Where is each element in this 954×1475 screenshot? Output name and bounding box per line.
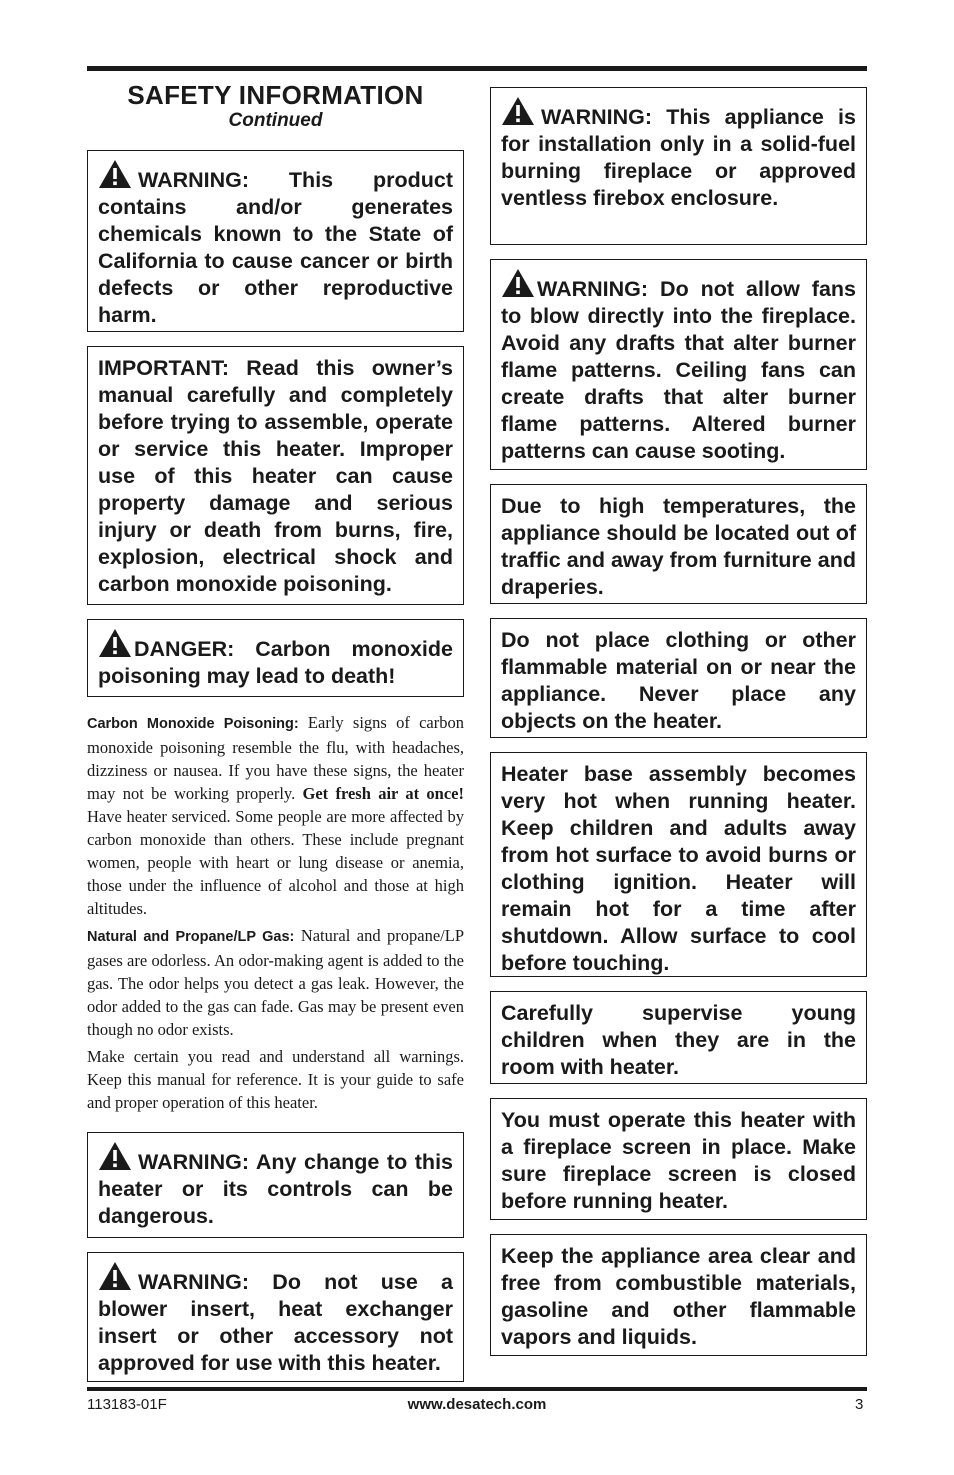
co-text-2: Have heater serviced. Some people are more affected by carbon monoxide than others. These include pregnant women, people with heart or lung disease or anemia, those under the influence of alcohol and those at high altitudes.: [87, 807, 464, 918]
danger-box: [87, 619, 464, 697]
warning-text: This appliance is for installation only in a solid-fuel burning fireplace or approved ventless firebox enclosure.: [501, 105, 856, 210]
notice-box-hot-surface: [490, 752, 867, 977]
warning-triangle-icon: [501, 268, 535, 298]
gas-heading: Natural and Propane/LP Gas:: [87, 929, 295, 945]
warning-box-fans: [490, 259, 867, 470]
co-text-1: Early signs of carbon monoxide poisoning resemble the flu, with headaches, dizziness or nausea. If you have these signs, the heater may not be working properly.: [87, 713, 464, 803]
warning-box-chemicals: [87, 150, 464, 332]
gas-text: Natural and propane/LP gases are odorless. An odor-making agent is added to the gas. The odor helps you detect a gas leak. However, the odor added to the gas can fade. Gas may be present even though no odor exists.: [87, 926, 464, 1039]
important-text: IMPORTANT: Read this owner’s manual carefully and completely before trying to assemble, operate or service this heater. Improper use of this heater can cause property damage and serious injury or death from burns, fire, explosion, electrical shock and carbon monoxide poisoning.: [98, 356, 453, 596]
warning-text: This product contains and/or generates chemicals known to the State of California to cause cancer or birth defects or other reproductive harm.: [98, 168, 453, 327]
warning-text: Any change to this heater or its controls can be dangerous.: [98, 1150, 453, 1228]
warning-text: Do not use a blower insert, heat exchanger insert or other accessory not approved for use with this heater.: [98, 1270, 453, 1375]
important-box: [87, 346, 464, 605]
notice-box-children: [490, 991, 867, 1084]
bottom-rule: [87, 1387, 867, 1391]
warning-lead: WARNING:: [537, 277, 649, 301]
warning-triangle-icon: [98, 1141, 132, 1171]
notice-text: Do not place clothing or other flammable material on or near the appliance. Never place any objects on the heater.: [501, 628, 856, 733]
warning-lead: WARNING:: [138, 168, 250, 192]
notice-box-temperature: [490, 484, 867, 604]
notice-text: You must operate this heater with a fireplace screen in place. Make sure fireplace screen is closed before running heater.: [501, 1108, 856, 1213]
notice-box-clothing: [490, 618, 867, 738]
warning-lead: WARNING:: [541, 105, 653, 129]
warning-box-change: [87, 1132, 464, 1238]
warning-box-installation: [490, 87, 867, 245]
danger-text: Carbon monoxide poisoning may lead to death!: [98, 637, 453, 688]
warning-triangle-icon: [501, 96, 535, 126]
notice-text: Carefully supervise young children when they are in the room with heater.: [501, 1001, 856, 1079]
co-text-bold: Get fresh air at once!: [302, 784, 464, 803]
notice-box-clear-area: [490, 1234, 867, 1356]
footer-doc-number: 113183-01F: [87, 1396, 167, 1413]
page-subtitle: Continued: [228, 110, 323, 131]
reference-paragraph: Make certain you read and understand all warnings. Keep this manual for reference. It is your guide to safe and proper operation of this heater.: [87, 1047, 464, 1112]
notice-box-screen: [490, 1098, 867, 1220]
notice-text: Keep the appliance area clear and free from combustible materials, gasoline and other flammable vapors and liquids.: [501, 1244, 856, 1349]
footer-page-number: 3: [855, 1396, 864, 1413]
co-poisoning-paragraph: [87, 711, 464, 920]
warning-box-blower: [87, 1252, 464, 1382]
warning-triangle-icon: [98, 628, 132, 658]
top-rule: [87, 66, 867, 71]
warning-triangle-icon: [98, 1261, 132, 1291]
page-title: SAFETY INFORMATION: [127, 80, 424, 110]
footer-website: www.desatech.com: [407, 1396, 547, 1413]
left-column: [87, 80, 464, 1396]
notice-text: Due to high temperatures, the appliance should be located out of traffic and away from furniture and draperies.: [501, 494, 856, 599]
warning-lead: WARNING:: [138, 1150, 250, 1174]
right-column: [490, 87, 867, 1370]
danger-lead: DANGER:: [134, 637, 235, 661]
warning-lead: WARNING:: [138, 1270, 250, 1294]
gas-paragraph: [87, 924, 464, 1041]
notice-text: Heater base assembly becomes very hot when running heater. Keep children and adults away from hot surface to avoid burns or clothing ignition. Heater will remain hot for a time after shutdown. Allow surface to cool before touching.: [501, 762, 856, 975]
co-poisoning-heading: Carbon Monoxide Poisoning:: [87, 716, 299, 732]
warning-triangle-icon: [98, 159, 132, 189]
warning-text: Do not allow fans to blow directly into the fireplace. Avoid any drafts that alter burner flame patterns. Ceiling fans can create drafts that alter burner flame patterns. Altered burner patterns can cause sooting.: [501, 277, 856, 463]
